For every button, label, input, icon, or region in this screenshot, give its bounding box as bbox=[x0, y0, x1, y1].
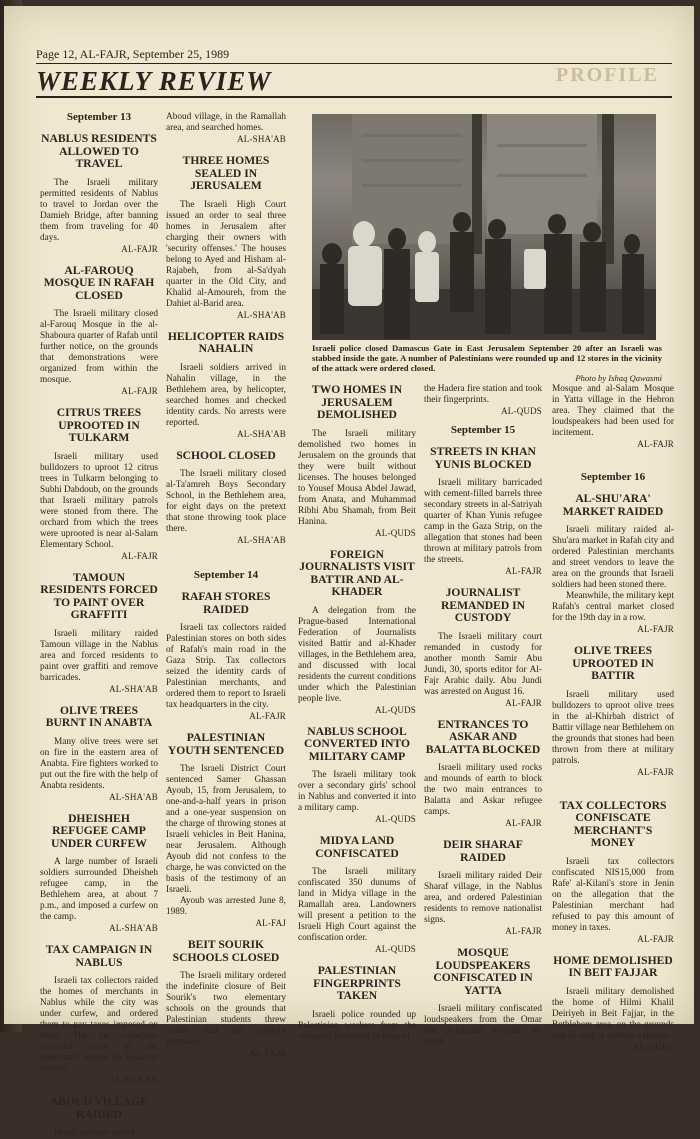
headline: HELICOPTER RAIDS NAHALIN bbox=[167, 329, 285, 355]
headline: NABLUS SCHOOL CONVERTED INTO MILITARY CAMP bbox=[304, 724, 410, 763]
headline: TAX CAMPAIGN IN NABLUS bbox=[45, 943, 153, 969]
article-source: AL-SHA'AB bbox=[109, 1075, 158, 1085]
article-text: Israeli military barricaded with cement-filled barrels three secondary streets in al-Satriyah quarter of Khan Yunis refugee camp in the Gaza Strip, on the allegation that stones had been thrown at military patrols from the streets. bbox=[424, 478, 542, 565]
article-source: AL-FAJR bbox=[637, 766, 674, 777]
article-source: AL-FAJR bbox=[121, 386, 158, 396]
headline: DEIR SHARAF RAIDED bbox=[443, 838, 523, 864]
article-text: The Israeli military confiscated 350 dunums of land in Midya village in the Ramallah area. Landowners will present a petition to the Israeli High Court against the confiscation order. bbox=[298, 867, 416, 943]
article-text: The Israeli military ordered the indefinite closure of Beit Sourik's two elementary schools on the grounds that Palestinian students threw stones near the school's premises. bbox=[166, 971, 286, 1047]
headline: ENTRANCES TO ASKAR AND BALATTA BLOCKED bbox=[425, 717, 541, 756]
headline: TWO HOMES IN JERUSALEM DEMOLISHED bbox=[311, 383, 403, 421]
photo-caption bbox=[312, 343, 662, 383]
article-source: AL-FAJR bbox=[505, 818, 542, 828]
article-text: Israeli tax collectors confiscated NIS15,000 from Rafe' al-Kilani's store in Jenin on the allegation that the Palestinian merchant had refused to pay this amount of money in taxes. bbox=[552, 856, 674, 933]
column-1 bbox=[40, 112, 158, 1139]
article-source: AL-FAJR bbox=[121, 243, 158, 254]
headline: NABLUS RESIDENTS ALLOWED TO TRAVEL bbox=[41, 132, 157, 170]
article-text: A large number of Israeli soldiers surrounded Dheisheh refugee camp, in the Bethlehem area, at about 7 p.m., and imposed a curfew on the camp. bbox=[40, 857, 158, 922]
article-source: AL-SHA'AB bbox=[237, 535, 286, 545]
masthead bbox=[36, 47, 672, 98]
article-source: AL-FAJR bbox=[637, 933, 674, 944]
article-source: AL-SHA'AB bbox=[109, 923, 158, 933]
article-source: AL-FAJR bbox=[637, 624, 674, 634]
headline: MIDYA LAND CONFISCATED bbox=[315, 834, 399, 860]
headline: JOURNALIST REMANDED IN CUSTODY bbox=[440, 586, 526, 624]
article-text: Israeli military raided Deir Sharaf village, in the Nablus area, and ordered Palestinian residents to remove nationalist signs. bbox=[424, 871, 542, 925]
headline: AL-SHU'ARA' MARKET RAIDED bbox=[562, 492, 664, 518]
article-source: AL-FAJR bbox=[505, 926, 542, 936]
article-text: Israeli military raided al-Shu'ara market in Rafah city and ordered Palestinian merchants and street vendors to leave the area on the grounds that Israeli soldiers had been stoned there. bbox=[552, 525, 674, 590]
article-text: Israeli military demolished the home of Hilmi Khalil Deiriyeh in Beit Fajjar, in the Bethlehem area, on the grounds that he built it without a license. bbox=[552, 986, 674, 1041]
article-source: AL-QUDS bbox=[501, 406, 542, 416]
date-heading: September 16 bbox=[580, 471, 646, 483]
article-source: AL-FAJR bbox=[249, 711, 286, 721]
article-text: Ayoub was arrested June 8, 1989. bbox=[166, 896, 286, 917]
headline: TAX COLLECTORS CONFISCATE MERCHANT'S MONEY bbox=[559, 798, 667, 849]
column-4 bbox=[424, 384, 542, 1048]
article-source: AL-FAJR bbox=[249, 1048, 286, 1058]
article-source: AL-SHA'AB bbox=[237, 309, 286, 320]
article-text: the Hadera fire station and took their fingerprints. bbox=[424, 384, 542, 405]
headline: CITRUS TREES UPROOTED IN TULKARM bbox=[56, 406, 142, 444]
article-text: The Israeli military permitted residents of Nablus to travel to Jordan over the Damieh Bridge, after banning them from traveling for 40 days. bbox=[40, 177, 158, 243]
headline: TAMOUN RESIDENTS FORCED TO PAINT OVER GRAFFITI bbox=[40, 570, 158, 621]
headline: PALESTINIAN FINGERPRINTS TAKEN bbox=[313, 964, 401, 1002]
column-5 bbox=[552, 384, 674, 1053]
date-heading: September 15 bbox=[450, 424, 516, 436]
profile-watermark: PROFILE bbox=[556, 64, 659, 86]
headline: RAFAH STORES RAIDED bbox=[181, 590, 271, 616]
news-photo bbox=[312, 114, 656, 340]
date-heading: September 14 bbox=[193, 569, 259, 581]
article-text: The Israeli District Court sentenced Samer Ghassan Ayoub, 15, from Jerusalem, to one-and-a-half years in prison and a one-year suspension on the charge of throwing stones at Israeli vehicles in Beit Hanina, near Jerusalem. Although Ayoub did not confess to the charge, he was convicted on the basis of the testimony of an Israeli. bbox=[166, 764, 286, 895]
article-text: The Israeli High Court issued an order to seal three homes in Jerusalem after charging their owners with 'security offenses.' The houses belong to Ayed and Hisham al-Rajabeh, from al-Sa'dyah quarter in the Old City, and Khalid al-Amoureh, from the Dahiet al-Barid area. bbox=[166, 199, 286, 309]
article-text: The Israeli military court remanded in custody for another month Samir Abu Jundi, 30, sports editor for Al-Fajr Arabic daily. Abu Jundi was arrested on August 16. bbox=[424, 631, 542, 697]
headline: THREE HOMES SEALED IN JERUSALEM bbox=[182, 154, 270, 192]
headline: MOSQUE LOUDSPEAKERS CONFISCATED IN YATTA bbox=[433, 946, 533, 997]
article-text: Israeli military raided Tamoun village in the Nablus area and forced residents to paint over graffiti and remove barricades. bbox=[40, 628, 158, 683]
page-line: Page 12, AL-FAJR, September 25, 1989 bbox=[36, 47, 672, 64]
headline: BEIT SOURIK SCHOOLS CLOSED bbox=[172, 938, 280, 964]
headline: ABOUD VILLAGE RAIDED bbox=[49, 1095, 149, 1121]
article-source: AL-FAJR bbox=[121, 550, 158, 561]
photo-illustration bbox=[312, 114, 656, 340]
article-text: Israeli military used rocks and mounds of earth to block the two main entrances to Balatta and Askar refugee camps. bbox=[424, 763, 542, 817]
article-source: AL-QUDS bbox=[633, 1041, 674, 1052]
headline: HOME DEMOLISHED IN BEIT FAJJAR bbox=[553, 953, 673, 979]
headline: OLIVE TREES UPROOTED IN BATTIR bbox=[572, 644, 654, 682]
column-3 bbox=[298, 384, 416, 1043]
article-text: Aboud village, in the Ramallah area, and searched homes. bbox=[166, 112, 286, 133]
article-source: AL-QUDS bbox=[375, 814, 416, 824]
headline: PALESTINIAN YOUTH SENTENCED bbox=[167, 731, 285, 757]
date-heading: September 13 bbox=[66, 111, 132, 123]
article-source: AL-SHA'AB bbox=[109, 791, 158, 802]
article-text: Israeli military used bulldozers to uproot olive trees in the al-Khirbah district of Battir village near Bethlehem on the grounds that stones had been thrown from there at military patrols. bbox=[552, 689, 674, 766]
article-text: A delegation from the Prague-based International Federation of Journalists visited Battir and al-Khader villages, in the Bethlehem area, and discussed with local residents the current conditions under which the Palestinian people live. bbox=[298, 605, 416, 704]
article-text: Israeli military confiscated loudspeakers from the Omar Ibn al-Khatab mosque, al-Kabir bbox=[424, 1004, 542, 1047]
article-source: AL-QUDS bbox=[375, 944, 416, 954]
article-text: Israeli tax collectors raided the homes of merchants in Nablus while the city was under curfew, and ordered them to pay taxes imposed on them. The tax collectors searched some of the merchants' homes for financial records. bbox=[40, 976, 158, 1074]
headline: DHEISHEH REFUGEE CAMP UNDER CURFEW bbox=[51, 811, 147, 850]
article-source: AL-FAJR bbox=[637, 439, 674, 449]
caption-text: Israeli police closed Damascus Gate in East Jerusalem September 20 after an Israeli was stabbed inside the gate. A number of Palestinians were rounded up and 12 stores in the vicinity of the attack were ordered closed. bbox=[312, 343, 662, 373]
article-source: AL-FAJR bbox=[505, 566, 542, 576]
article-text: Mosque and al-Salam Mosque in Yatta village in the Hebron area. They claimed that the loudspeakers had been used for incitement. bbox=[552, 384, 674, 438]
article-source: AL-SHA'AB bbox=[237, 428, 286, 439]
article-source: AL-SHA'AB bbox=[109, 683, 158, 694]
article-source: AL-SHA'AB bbox=[237, 134, 286, 144]
article-text: Meanwhile, the military kept Rafah's central market closed for the 19th day in a row. bbox=[552, 591, 674, 623]
article-text: Israeli police rounded up Palestinian workers from the occupied territories in front of bbox=[298, 1009, 416, 1042]
article-text: The Israeli military closed al-Farouq Mosque in the al-Shaboura quarter of Rafah until further notice, on the grounds that demonstrations were organized from within the mosque. bbox=[40, 309, 158, 385]
section-title: WEEKLY REVIEW bbox=[36, 66, 672, 98]
article-source: AL-FAJR bbox=[505, 697, 542, 708]
column-2 bbox=[166, 112, 286, 1059]
article-text: Israeli military used bulldozers to uproot 12 citrus trees in Tulkarm belonging to Subhi Dabdoub, on the grounds that Israeli military patrols were stoned from there. The orchard from which the trees were uprooted is near al-Salam Elementary School. bbox=[40, 451, 159, 550]
article-source: AL-FAJ bbox=[255, 918, 286, 928]
article-text: The Israeli military closed al-Ta'amreh Boys Secondary School, in the Bethlehem area, for eight days on the pretext that stone throwing took place there. bbox=[166, 469, 286, 534]
headline: OLIVE TREES BURNT IN ANABTA bbox=[45, 703, 153, 729]
article-text: The Israeli military demolished two homes in Jerusalem on the grounds that they were built without licenses. The houses belonged to Yousef Mousa Abdel Jawad, from Anata, and Muhammad Ribhi Abu Shamah, from Beit Hanina. bbox=[298, 428, 416, 527]
headline: SCHOOL CLOSED bbox=[176, 448, 276, 462]
article-source: AL-QUDS bbox=[375, 704, 416, 715]
article-text: The Israeli military took over a secondary girls' school in Nablus and converted it into a military camp. bbox=[298, 770, 416, 813]
article-text: Israeli military raided bbox=[54, 1128, 135, 1138]
article-source: AL-QUDS bbox=[375, 527, 416, 538]
article-text: Israeli tax collectors raided Palestinian stores on both sides of Rafah's main road in the Gaza Strip. Tax collectors seized the identity cards of Palestinian merchants, and ordered them to report to Israeli tax headquarters in the city. bbox=[166, 623, 286, 710]
photo-credit: Photo by Ishaq Qawasmi bbox=[575, 373, 662, 383]
article-text: Many olive trees were set on fire in the eastern area of Anabta. Fire fighters worked to put out the fire with the help of Anabta residents. bbox=[40, 736, 158, 791]
headline: AL-FAROUQ MOSQUE IN RAFAH CLOSED bbox=[43, 263, 155, 302]
article-text: Israeli soldiers arrived in Nahalin village, in the Bethlehem area, by helicopter, searched homes and checked identity cards. No arrests were reported. bbox=[166, 362, 286, 428]
headline: FOREIGN JOURNALISTS VISIT BATTIR AND AL-KHADER bbox=[299, 547, 415, 598]
headline: STREETS IN KHAN YUNIS BLOCKED bbox=[430, 445, 536, 471]
